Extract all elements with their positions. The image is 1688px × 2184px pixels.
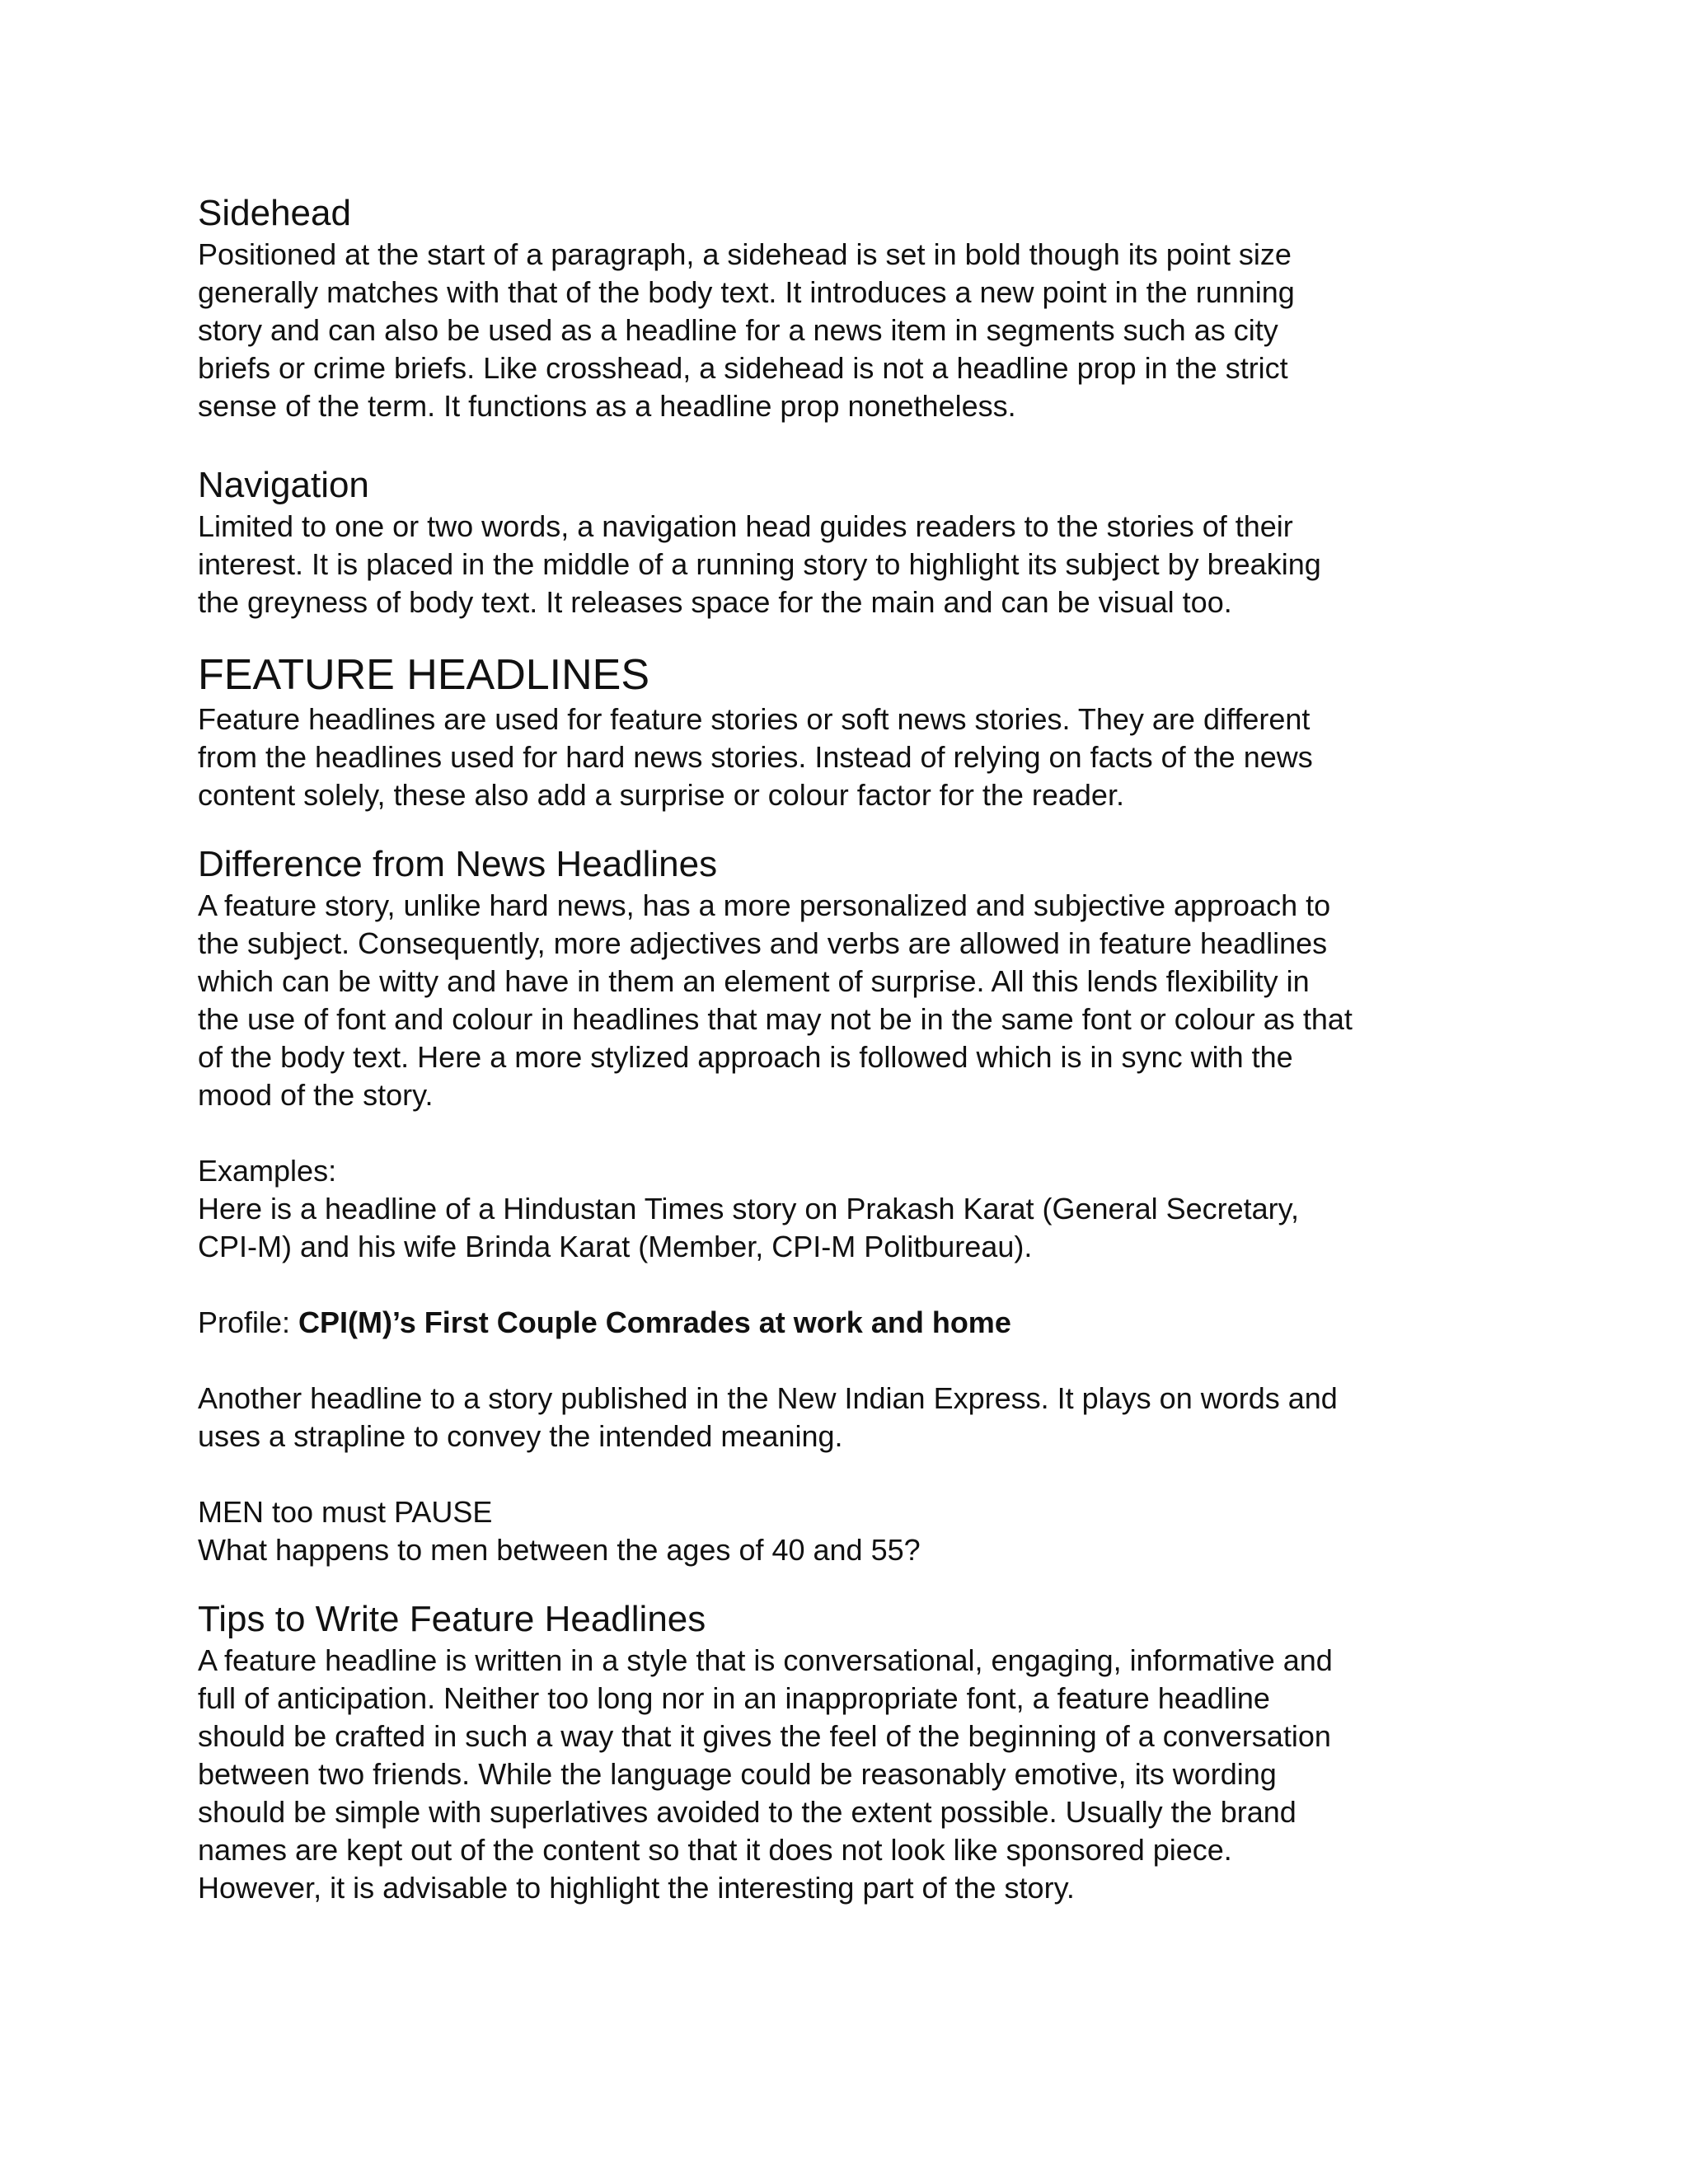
headline-example: [198, 1493, 1484, 1569]
text-line: A feature story, unlike hard news, has a more personalized and subjective approach to: [198, 888, 1331, 922]
spacer: [198, 1266, 1484, 1304]
section-title-navigation: Navigation: [198, 465, 369, 505]
text-line: Limited to one or two words, a navigation head guides readers to the stories of their: [198, 509, 1293, 543]
section-title-difference: Difference from News Headlines: [198, 844, 718, 884]
paragraph-sidehead: [198, 236, 1484, 425]
spacer: [198, 425, 1484, 463]
spacer: [198, 814, 1484, 842]
profile-line: [198, 1304, 1484, 1342]
text-line: interest. It is placed in the middle of a running story to highlight its subject by breaking: [198, 547, 1321, 581]
spacer: [198, 1342, 1484, 1380]
text-line: However, it is advisable to highlight the interesting part of the story.: [198, 1871, 1075, 1905]
text-line: which can be witty and have in them an element of surprise. All this lends flexibility in: [198, 964, 1310, 998]
spacer: [198, 1569, 1484, 1597]
section-title-feature-headlines: FEATURE HEADLINES: [198, 651, 650, 699]
text-line: content solely, these also add a surprise or colour factor for the reader.: [198, 778, 1124, 812]
text-line: Positioned at the start of a paragraph, a sidehead is set in bold though its point size: [198, 237, 1292, 271]
text-line: sense of the term. It functions as a headline prop nonetheless.: [198, 389, 1016, 423]
page-content: [198, 191, 1484, 1907]
paragraph-examples: [198, 1152, 1484, 1266]
example-headline-strap: What happens to men between the ages of 40 and 55?: [198, 1533, 921, 1567]
text-line: Another headline to a story published in the New Indian Express. It plays on words and: [198, 1381, 1338, 1415]
text-line: should be crafted in such a way that it gives the feel of the beginning of a conversation: [198, 1719, 1331, 1753]
paragraph-navigation: [198, 508, 1484, 621]
paragraph-tips: [198, 1642, 1484, 1907]
text-line: should be simple with superlatives avoided to the extent possible. Usually the brand: [198, 1795, 1296, 1829]
text-line: the subject. Consequently, more adjectives and verbs are allowed in feature headlines: [198, 926, 1328, 960]
spacer: [198, 621, 1484, 649]
examples-label: Examples:: [198, 1154, 337, 1188]
paragraph-difference: [198, 887, 1484, 1114]
text-line: uses a strapline to convey the intended meaning.: [198, 1419, 843, 1453]
profile-prefix: Profile:: [198, 1305, 299, 1339]
text-line: the use of font and colour in headlines that may not be in the same font or colour as that: [198, 1002, 1353, 1036]
section-title-tips: Tips to Write Feature Headlines: [198, 1599, 706, 1639]
text-line: names are kept out of the content so that it does not look like sponsored piece.: [198, 1833, 1232, 1867]
section-title-sidehead: Sidehead: [198, 193, 351, 233]
spacer: [198, 1114, 1484, 1152]
example-headline-main: MEN too must PAUSE: [198, 1495, 493, 1529]
paragraph-feature-headlines: [198, 701, 1484, 814]
profile-headline: CPI(M)’s First Couple Comrades at work and home: [298, 1305, 1011, 1339]
profile-example: [198, 1304, 1484, 1342]
text-line: mood of the story.: [198, 1078, 434, 1112]
text-line: between two friends. While the language could be reasonably emotive, its wording: [198, 1757, 1277, 1791]
text-line: CPI-M) and his wife Brinda Karat (Member, CPI-M Politbureau).: [198, 1230, 1033, 1263]
spacer: [198, 1455, 1484, 1493]
text-line: full of anticipation. Neither too long nor in an inappropriate font, a feature headline: [198, 1681, 1270, 1715]
text-line: Feature headlines are used for feature stories or soft news stories. They are different: [198, 702, 1311, 736]
text-line: story and can also be used as a headline for a news item in segments such as city: [198, 313, 1278, 347]
text-line: Here is a headline of a Hindustan Times story on Prakash Karat (General Secretary,: [198, 1192, 1299, 1226]
text-line: generally matches with that of the body text. It introduces a new point in the running: [198, 275, 1295, 309]
paragraph-second-example: [198, 1380, 1484, 1455]
text-line: A feature headline is written in a style that is conversational, engaging, informative and: [198, 1643, 1333, 1677]
text-line: briefs or crime briefs. Like crosshead, a sidehead is not a headline prop in the strict: [198, 351, 1288, 385]
text-line: of the body text. Here a more stylized approach is followed which is in sync with the: [198, 1040, 1293, 1074]
text-line: from the headlines used for hard news stories. Instead of relying on facts of the news: [198, 740, 1313, 774]
text-line: the greyness of body text. It releases space for the main and can be visual too.: [198, 585, 1232, 619]
